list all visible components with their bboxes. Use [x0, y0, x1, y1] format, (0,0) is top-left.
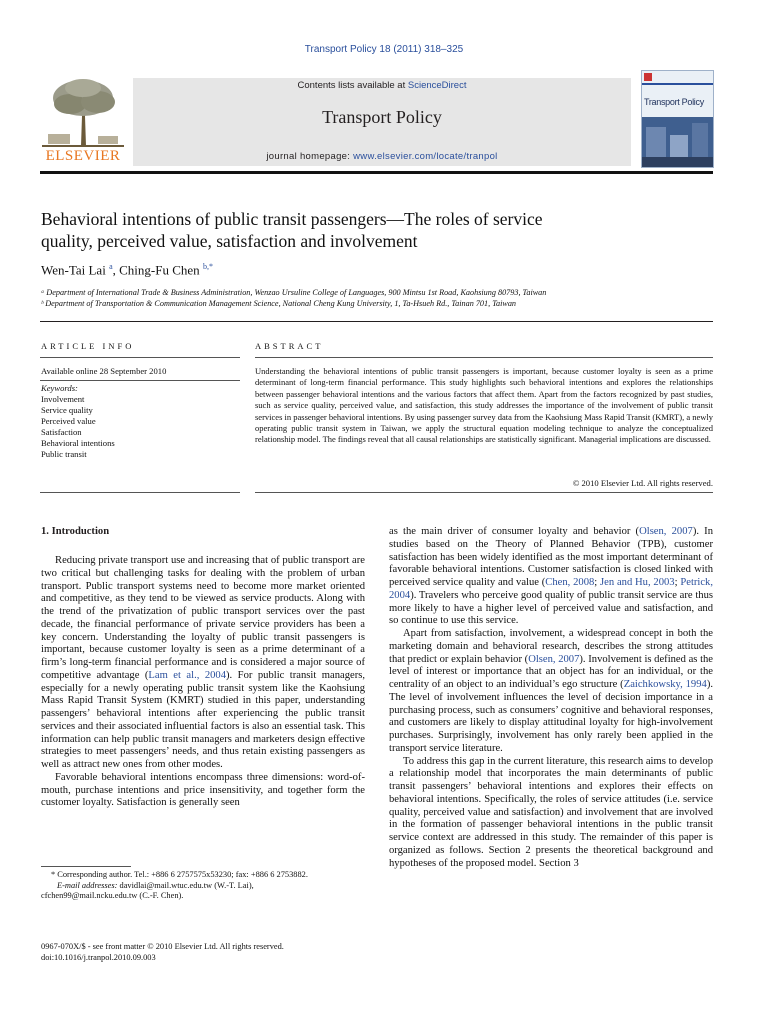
affiliation-a: ᵃ Department of International Trade & Business Administration, Wenzao Ursuline College of Languages, 900 Mintsu 1st Road, Kaohsiung 80793, Taiwan — [41, 288, 547, 297]
email-1[interactable]: davidlai@mail.wtuc.edu.tw (W.-T. Lai), — [117, 880, 254, 890]
text-run: ; — [674, 577, 681, 588]
citation-link[interactable]: Olsen, 2007 — [528, 653, 580, 665]
text-run: ). For public transit managers, especially for a newly operating public transit system like the Kaohsiung Mass Rapid Transit System (KMRT) studied in this paper, understanding passengers’ behavioral intentions after experiencing the public transit services and their associated influential factors is also an essential task. This information can help public transit managers and marketers design effective strategies to meet passengers’ needs, and thus retain existing passengers as well as attract new ones from other modes. — [41, 669, 365, 770]
text-run: Reducing private transport use and increasing that of public transport are two critical but challenging tasks for dealing with the problem of urban transport. Public transport systems need to become more market oriented and competitive, as they tend to be viewed as service products. Along with the trend of the privatization of public transport services over the past decade, the financial performance of private service providers has been a key concern. Understanding the loyalty of public transit passengers is important, because customer loyalty is seen as a prime determinant of a firm’s long-term financial performance and is considered a major source of competitive advantage ( — [41, 555, 365, 681]
abstract-copyright: © 2010 Elsevier Ltd. All rights reserved. — [572, 478, 713, 488]
contents-prefix: Contents lists available at — [297, 80, 408, 91]
email-2[interactable]: cfchen99@mail.ncku.edu.tw (C.-F. Chen). — [41, 891, 184, 901]
footnote-rule — [41, 866, 131, 867]
header-rule — [40, 171, 713, 174]
citation-link[interactable]: Zaichkowsky, 1994 — [623, 679, 707, 690]
journal-homepage — [133, 151, 631, 162]
intro-paragraph-1 — [41, 555, 365, 772]
elsevier-tree-icon — [42, 76, 124, 148]
citation-link[interactable]: Lam et al., 2004 — [148, 669, 227, 681]
keyword-item: Satisfaction — [41, 427, 82, 437]
footnotes — [41, 870, 365, 902]
homepage-prefix: journal homepage: — [266, 151, 354, 162]
keyword-item: Involvement — [41, 394, 85, 404]
email-line — [41, 881, 365, 892]
title-line-1: Behavioral intentions of public transit passengers—The roles of service — [41, 209, 543, 229]
info-top-rule — [40, 321, 713, 322]
author-list — [41, 262, 213, 278]
author-2-affil-marker[interactable]: b,* — [202, 262, 213, 271]
available-online: Available online 28 September 2010 — [41, 366, 167, 376]
elsevier-logo — [42, 76, 124, 148]
cover-logo-icon — [644, 73, 652, 81]
info-bottom-rule — [40, 492, 240, 493]
article-info-rule — [40, 357, 240, 358]
article-info-heading: ARTICLE INFO — [41, 341, 135, 351]
journal-reference[interactable]: Transport Policy 18 (2011) 318–325 — [304, 44, 464, 55]
contents-line — [133, 80, 631, 91]
left-column-body — [41, 555, 365, 810]
citation-link[interactable]: Chen, 2008 — [545, 577, 595, 588]
abstract-heading: ABSTRACT — [255, 341, 324, 351]
author-separator: , — [112, 262, 120, 278]
cover-image — [642, 117, 713, 167]
keyword-item: Behavioral intentions — [41, 438, 115, 448]
text-run: ). The level of involvement influences the level of decision importance in a purchasing process, such as consumers’ cognitive and behavioral responses, and customers are likely to display attitudinal loyalty for high-involvement purchases. Surprisingly, involvement has only rarely been applied in the transport service literature. — [389, 679, 714, 754]
title-line-2: quality, perceived value, satisfaction and involvement — [41, 231, 418, 251]
text-run: Apart from satisfaction, involvement, a widespread concept in both the marketing domain and behavioral research, describes the strong attitudes that predict or explain behavior ( — [389, 628, 713, 665]
journal-title: Transport Policy — [322, 107, 442, 127]
right-paragraph-1 — [389, 526, 713, 628]
text-run: ). In studies based on the Theory of Planned Behavior (TPB), customer satisfaction has been widely identified as the most important determinant of favorable behavioral intentions. Customer satisfaction is closed linked with perceived service quality and value ( — [389, 526, 713, 588]
keyword-item: Service quality — [41, 405, 93, 415]
section-heading-introduction: 1. Introduction — [41, 526, 110, 537]
abstract-rule — [255, 357, 713, 358]
affiliation-b: ᵇ Department of Transportation & Communication Management Science, National Cheng Kung University, 1, Ta-Hsueh Rd., Tainan 701, Taiwan — [41, 299, 517, 308]
citation-link[interactable]: Olsen, 2007 — [639, 526, 693, 537]
text-run: ; — [594, 577, 601, 588]
issn-line: 0967-070X/$ - see front matter © 2010 Elsevier Ltd. All rights reserved. — [41, 942, 284, 951]
intro-paragraph-2: Favorable behavioral intentions encompass three dimensions: word-of-mouth, purchase intentions and price insensitivity, and together form the customer loyalty. Satisfaction is generally seen — [41, 771, 365, 809]
author-2[interactable]: Ching-Fu Chen — [119, 262, 200, 278]
abstract-bottom-rule — [255, 492, 713, 493]
email-label: E-mail addresses: — [57, 880, 118, 890]
doi-line[interactable]: doi:10.1016/j.tranpol.2010.09.003 — [41, 953, 156, 962]
sciencedirect-link[interactable]: ScienceDirect — [407, 80, 467, 91]
abstract-text: Understanding the behavioral intentions of public transit passengers is important, because customer loyalty is seen as a prime determinant of long-term financial performance. This study highlights such behavioral intentions and explores the relationships between passenger behavioral intentions and the various factors that affect them. Apart from the factors recognized by past studies, such as service quality, perceived value, and satisfaction, this study addresses the importance of the involvement of public transit services in passenger behavioral intentions. By using passenger survey data from the Kaohsiung Mass Rapid Transit (KMRT), a newly operating public transit system in Taiwan, we apply the structural equation modeling technique to analyze the conceptualized relationship model. The findings reveal that all causal relationships are statistically significant. Managerial implications are discussed. — [255, 366, 713, 445]
text-run: as the main driver of consumer loyalty and behavior ( — [389, 526, 640, 537]
keyword-item: Public transit — [41, 449, 87, 459]
citation-link[interactable]: Jen and Hu, 2003 — [600, 577, 675, 588]
author-1[interactable]: Wen-Tai Lai — [41, 262, 106, 278]
right-column-body — [389, 526, 713, 870]
right-paragraph-3: To address this gap in the current literature, this research aims to develop a relationship model that incorporates the main determinants of public transit passengers’ behavioral intentions and explores their effects on behavioral intentions. Specifically, the roles of service attitudes (i.e. service quality, perceived value and satisfaction) and involvement that are involved in the formation of passenger behavioral intentions in the public transit service context are addressed in this study. The remainder of this paper is organized as follows. Section 2 presents the theoretical background and hypotheses of the proposed model. Section 3 — [389, 755, 713, 869]
text-run: ). Travelers who perceive good quality of public transit service are thus more likely to have a higher level of perceived value and satisfaction, and so continue to use this service. — [389, 589, 713, 627]
text-run: ). Involvement is defined as the level of interest or importance that an object has for an individual, or the centrality of an object to an individual’s ego structure ( — [389, 653, 714, 690]
right-paragraph-2 — [389, 628, 713, 756]
keywords-rule — [40, 380, 240, 381]
keywords-label: Keywords: — [41, 383, 78, 393]
citation-link[interactable]: Petrick, 2004 — [389, 577, 713, 601]
journal-cover[interactable] — [641, 70, 714, 168]
article-title — [41, 208, 711, 252]
elsevier-wordmark: ELSEVIER — [45, 148, 121, 164]
homepage-link[interactable]: www.elsevier.com/locate/tranpol — [353, 151, 498, 162]
corresponding-author-note: * Corresponding author. Tel.: +886 6 2757575x53230; fax: +886 6 2753882. — [51, 870, 308, 879]
keyword-item: Perceived value — [41, 416, 96, 426]
author-1-affil-marker[interactable]: a — [109, 262, 113, 271]
cover-title: Transport Policy — [644, 97, 704, 107]
keywords-block — [41, 383, 241, 460]
